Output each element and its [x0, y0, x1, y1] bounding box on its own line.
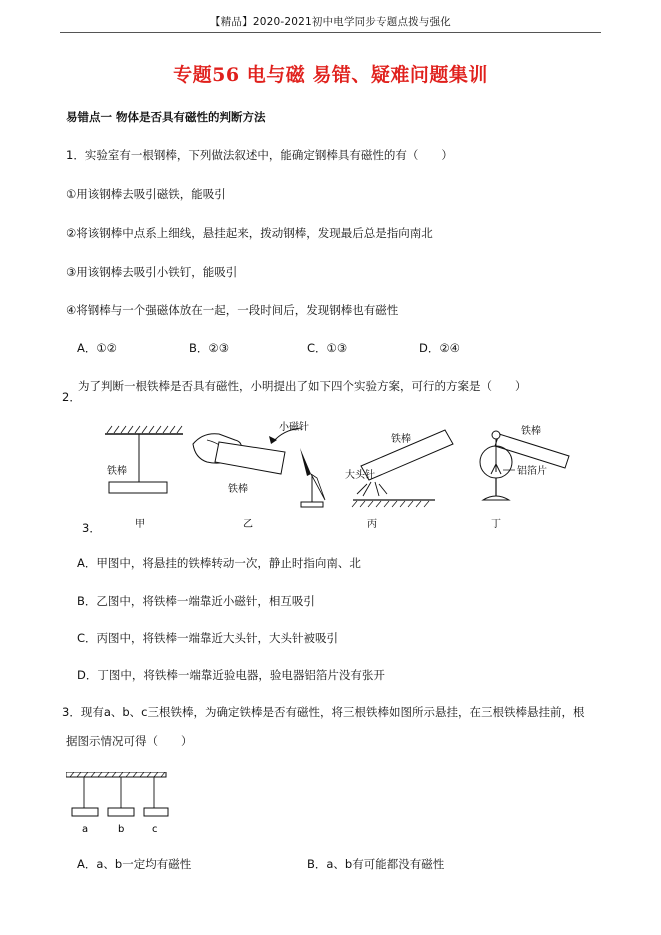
- figure-bing: [345, 430, 453, 530]
- yi-caption: 乙: [243, 519, 253, 530]
- ding-bar-label: 铁棒: [521, 426, 541, 437]
- q2-number: 2．: [62, 390, 81, 404]
- q2-option-b: B．乙图中，将铁棒一端靠近小磁针，相互吸引: [77, 594, 315, 608]
- q3-option-a: A．a、b一定均有磁性: [77, 857, 192, 871]
- q2-figure: [95, 412, 595, 532]
- q2-stem: 为了判断一根铁棒是否具有磁性，小明提出了如下四个实验方案，可行的方案是（ ）: [78, 379, 527, 393]
- q2-figure-index: 3．: [82, 521, 101, 535]
- header-divider: [60, 32, 601, 33]
- ding-foil-label: 铝箔片: [517, 466, 547, 477]
- q3-bar-a: [72, 808, 98, 816]
- page-header: 【精品】2020-2021初中电学同步专题点拨与强化: [210, 16, 451, 28]
- q1-option-a: A．①②: [77, 341, 117, 355]
- bing-bar-label: 铁棒: [391, 434, 411, 445]
- q3-stem-line2: 据图示情况可得（ ）: [66, 734, 193, 748]
- page-title: 专题56 电与磁 易错、疑难问题集训: [173, 64, 488, 86]
- figure-ding: [480, 424, 569, 530]
- bing-pin-label: 大头针: [345, 470, 375, 481]
- q1-item-1: ①用该钢棒去吸引磁铁，能吸引: [66, 187, 226, 201]
- jia-caption: 甲: [135, 519, 145, 530]
- q1-option-c: C．①③: [307, 341, 348, 355]
- section-heading: 易错点一 物体是否具有磁性的判断方法: [66, 110, 266, 124]
- q2-option-c: C．丙图中，将铁棒一端靠近大头针，大头针被吸引: [77, 631, 339, 645]
- q3-figure: [66, 772, 176, 836]
- ding-caption: 丁: [491, 519, 501, 530]
- figure-jia: [105, 426, 183, 530]
- q3-bar-b: [108, 808, 134, 816]
- q3-label-a: a: [82, 824, 89, 835]
- q1-stem: 1．实验室有一根钢棒，下列做法叙述中，能确定钢棒具有磁性的有（ ）: [66, 148, 453, 162]
- q1-option-b: B．②③: [189, 341, 230, 355]
- yi-needle-label: 小磁针: [279, 422, 309, 433]
- q1-item-3: ③用该钢棒去吸引小铁钉，能吸引: [66, 265, 238, 279]
- q3-label-b: b: [118, 824, 125, 835]
- q3-label-c: c: [152, 824, 158, 835]
- q3-option-b: B．a、b有可能都没有磁性: [307, 857, 445, 871]
- figure-yi: [193, 420, 325, 530]
- q1-item-4: ④将钢棒与一个强磁体放在一起，一段时间后，发现钢棒也有磁性: [66, 303, 399, 317]
- q1-option-d: D．②④: [419, 341, 460, 355]
- q3-stem-line1: 3．现有a、b、c三根铁棒，为确定铁棒是否有磁性，将三根铁棒如图所示悬挂，在三根铁棒悬挂前，根: [62, 705, 585, 719]
- yi-bar-label: 铁棒: [228, 484, 248, 495]
- q3-bar-c: [144, 808, 168, 816]
- jia-bar-label: 铁棒: [107, 466, 127, 477]
- q2-option-d: D．丁图中，将铁棒一端靠近验电器，验电器铝箔片没有张开: [77, 668, 385, 682]
- q1-item-2: ②将该钢棒中点系上细线，悬挂起来，拨动钢棒，发现最后总是指向南北: [66, 226, 433, 240]
- q2-option-a: A．甲图中，将悬挂的铁棒转动一次，静止时指向南、北: [77, 556, 361, 570]
- bing-caption: 丙: [367, 519, 377, 530]
